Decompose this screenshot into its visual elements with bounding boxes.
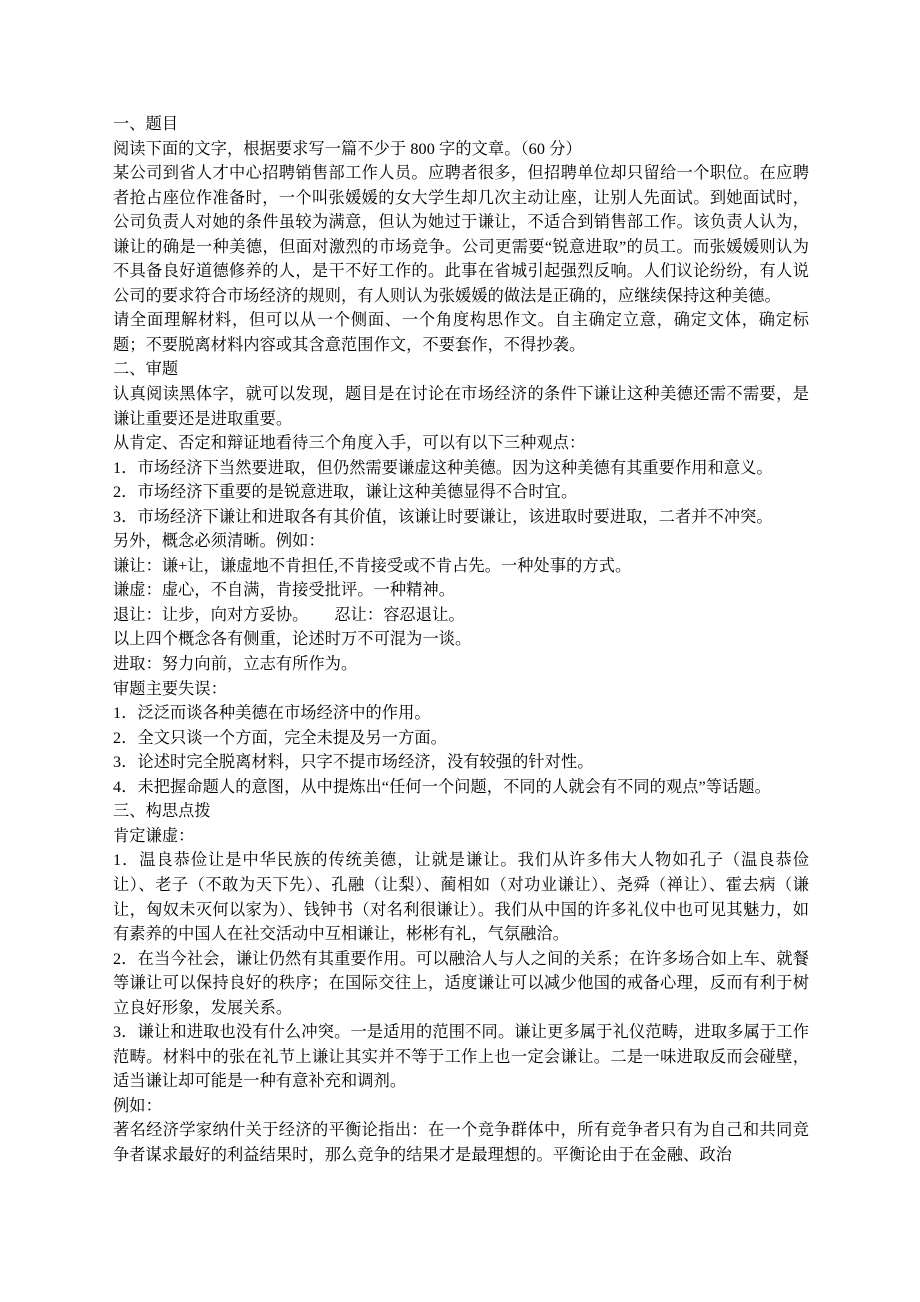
concept-jinqu: 进取：努力向前，立志有所作为。 bbox=[113, 655, 358, 674]
section-heading-two: 二、审题 bbox=[113, 360, 179, 379]
concept-intro: 另外，概念必须清晰。例如： bbox=[113, 532, 325, 551]
analysis-three-angles: 从肯定、否定和辩证地看待三个角度入手，可以有以下三种观点： bbox=[113, 434, 586, 453]
viewpoint-item-2: 2．市场经济下重要的是锐意进取，谦让这种美德显得不合时宜。 bbox=[113, 483, 578, 502]
prompt-requirements: 请全面理解材料，但可以从一个侧面、一个角度构思作文。自主确定立意，确定文体，确定标题；不要脱离材料内容或其含意范围作文，不要套作，不得抄袭。 bbox=[113, 311, 809, 354]
concept-tuirang-renrang bbox=[113, 603, 809, 628]
viewpoint-item-1: 1．市场经济下当然要进取，但仍然需要谦虚这种美德。因为这种美德有其重要作用和意义。 bbox=[113, 458, 773, 477]
concept-tuirang: 退让：让步，向对方妥协。 bbox=[113, 605, 309, 624]
affirm-heading: 肯定谦虚： bbox=[113, 826, 195, 845]
prompt-instruction: 阅读下面的文字，根据要求写一篇不少于 800 字的文章。（60 分） bbox=[113, 139, 582, 158]
concept-qianxu: 谦虚：虚心，不自满，肯接受批评。一种精神。 bbox=[113, 581, 456, 600]
affirm-item-2: 2．在当今社会，谦让仍然有其重要作用。可以融洽人与人之间的关系；在许多场合如上车、就餐等谦让可以保持良好的秩序；在国际交往上，适度谦让可以减少他国的戒备心理，反而有利于树立良好形象，发展关系。 bbox=[113, 949, 809, 1017]
affirm-item-3: 3．谦让和进取也没有什么冲突。一是适用的范围不同。谦让更多属于礼仪范畴，进取多属于工作范畴。材料中的张在礼节上谦让其实并不等于工作上也一定会谦让。二是一味进取反而会碰壁，适当谦让却可能是一种有意补充和调剂。 bbox=[113, 1023, 809, 1091]
section-heading-three: 三、构思点拨 bbox=[113, 802, 211, 821]
mistake-item-2: 2．全文只谈一个方面，完全未提及另一方面。 bbox=[113, 728, 447, 747]
concept-renrang: 忍让：容忍退让。 bbox=[334, 605, 465, 624]
example-nash: 著名经济学家纳什关于经济的平衡论指出：在一个竞争群体中，所有竞争者只有为自己和共同竞争者谋求最好的利益结果时，那么竞争的结果才是最理想的。平衡论由于在金融、政治 bbox=[113, 1121, 809, 1164]
section-heading-one: 一、题目 bbox=[113, 115, 179, 133]
concept-qianrang: 谦让：谦+让，谦虚地不肯担任,不肯接受或不肯占先。一种处事的方式。 bbox=[113, 556, 632, 575]
document-page bbox=[113, 112, 809, 1168]
mistake-item-3: 3．论述时完全脱离材料，只字不提市场经济，没有较强的针对性。 bbox=[113, 753, 594, 772]
example-heading: 例如： bbox=[113, 1096, 162, 1115]
mistake-item-4: 4．未把握命题人的意图，从中提炼出“任何一个问题，不同的人就会有不同的观点”等话题。 bbox=[113, 777, 771, 796]
mistake-item-1: 1．泛泛而谈各种美德在市场经济中的作用。 bbox=[113, 704, 431, 723]
analysis-intro: 认真阅读黑体字，就可以发现，题目是在讨论在市场经济的条件下谦让这种美德还需不需要，是谦让重要还是进取重要。 bbox=[113, 385, 809, 428]
concept-summary: 以上四个概念各有侧重，论述时万不可混为一谈。 bbox=[113, 630, 472, 649]
viewpoint-item-3: 3．市场经济下谦让和进取各有其价值，该谦让时要谦让，该进取时要进取，二者并不冲突。 bbox=[113, 507, 773, 526]
prompt-material: 某公司到省人才中心招聘销售部工作人员。应聘者很多，但招聘单位却只留给一个职位。在应聘者抢占座位作准备时，一个叫张媛媛的女大学生却几次主动让座，让别人先面试。到她面试时，公司负责人对她的条件虽较为满意，但认为她过于谦让，不适合到销售部工作。该负责人认为，谦让的确是一种美德，但面对激烈的市场竞争。公司更需要“锐意进取”的员工。而张媛媛则认为不具备良好道德修养的人，是干不好工作的。此事在省城引起强烈反响。人们议论纷纷，有人说公司的要求符合市场经济的规则，有人则认为张媛媛的做法是正确的，应继续保持这种美德。 bbox=[113, 164, 809, 305]
affirm-item-1: 1．温良恭俭让是中华民族的传统美德，让就是谦让。我们从许多伟大人物如孔子（温良恭俭让）、老子（不敢为天下先）、孔融（让梨）、蔺相如（对功业谦让）、尧舜（禅让）、霍去病（谦让，匈奴未灭何以家为）、钱钟书（对名利很谦让）。我们从中国的许多礼仪中也可见其魅力，如有素养的中国人在社交活动中互相谦让，彬彬有礼，气氛融洽。 bbox=[113, 851, 809, 944]
mistakes-heading: 审题主要失误： bbox=[113, 679, 228, 698]
